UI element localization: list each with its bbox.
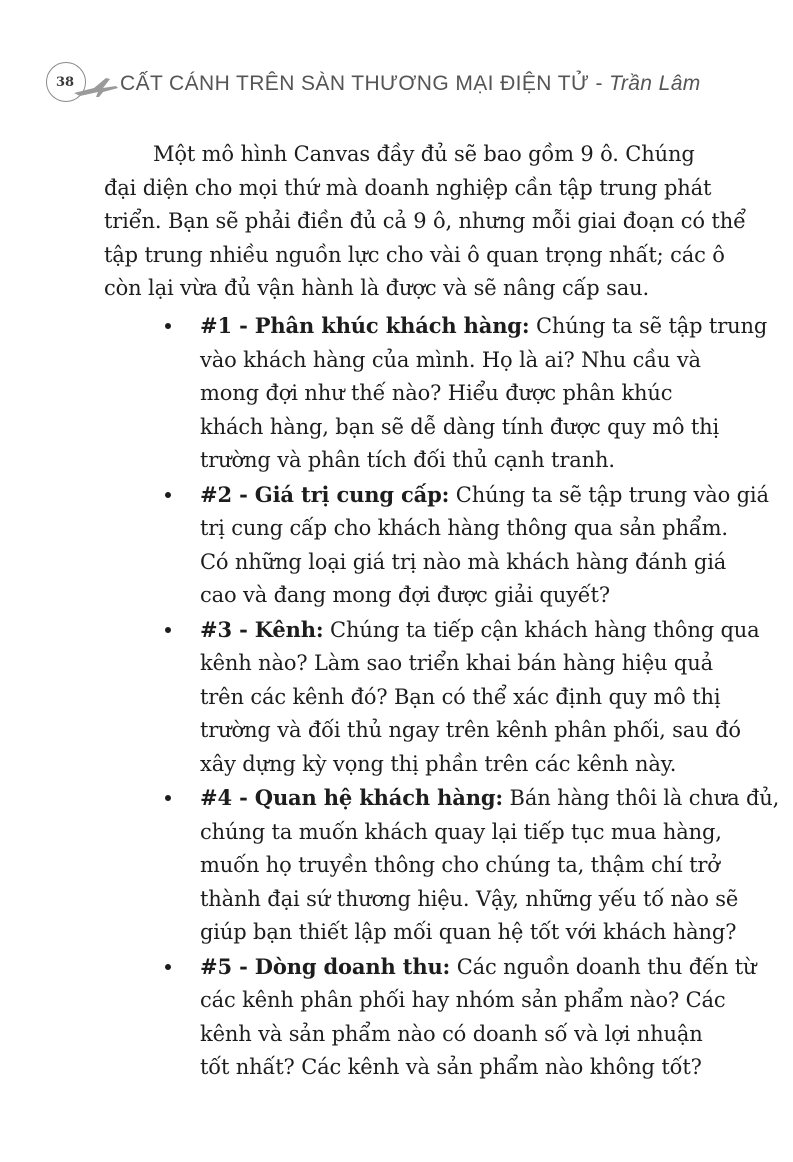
item-heading: #5 - Dòng doanh thu:	[200, 953, 451, 979]
item-text: Chúng ta sẽ tập trung	[529, 314, 768, 338]
item-line: giúp bạn thiết lập mối quan hệ tốt với khách hàng?	[200, 920, 737, 944]
item-line: tốt nhất? Các kênh và sản phẩm nào không tốt?	[200, 1055, 702, 1079]
item-text: Bán hàng thôi là chưa đủ,	[503, 786, 780, 810]
list-item	[150, 478, 769, 613]
airplane-icon	[72, 73, 120, 101]
item-line: kênh nào? Làm sao triển khai bán hàng hiệu quả	[200, 651, 713, 675]
item-line: trường và đối thủ ngay trên kênh phân phối, sau đó	[200, 718, 741, 742]
bullet-dot	[165, 795, 171, 801]
item-line: trên các kênh đó? Bạn có thể xác định quy mô thị	[200, 684, 721, 709]
item-line: khách hàng, bạn sẽ dễ dàng tính được quy mô thị	[200, 414, 720, 439]
bullet-dot	[165, 964, 171, 970]
bullet-dot	[165, 323, 171, 329]
first-line	[200, 950, 757, 985]
item-text: Các nguồn doanh thu đến từ	[450, 954, 757, 979]
page-number: 38	[56, 75, 75, 90]
intro-line: tập trung nhiều nguồn lực cho vài ô quan trọng nhất; các ô	[104, 242, 725, 267]
item-line: các kênh phân phối hay nhóm sản phẩm nào? Các	[200, 988, 726, 1012]
author-name: Trần Lâm	[609, 72, 701, 95]
item-line: muốn họ truyền thông cho chúng ta, thậm chí trở	[200, 853, 720, 877]
list-item	[150, 781, 780, 950]
item-heading: #1 - Phân khúc khách hàng:	[200, 313, 530, 338]
book-title: CẤT CÁNH TRÊN SÀN THƯƠNG MẠI ĐIỆN TỬ	[120, 72, 590, 95]
first-line	[200, 781, 780, 816]
item-line: trường và phân tích đối thủ cạnh tranh.	[200, 448, 615, 472]
list-item	[150, 309, 768, 478]
item-line: kênh và sản phẩm nào có doanh số và lợi nhuận	[200, 1021, 703, 1046]
intro-line: triển. Bạn sẽ phải điền đủ cả 9 ô, nhưng mỗi giai đoạn có thể	[104, 209, 746, 233]
item-heading: #2 - Giá trị cung cấp:	[200, 481, 450, 507]
intro-paragraph	[104, 138, 746, 306]
intro-line: còn lại vừa đủ vận hành là được và sẽ nâng cấp sau.	[104, 276, 649, 300]
item-line: mong đợi như thế nào? Hiểu được phân khúc	[200, 381, 673, 405]
item-heading: #3 - Kênh:	[200, 616, 324, 642]
intro-line: đại diện cho mọi thứ mà doanh nghiệp cần tập trung phát	[104, 175, 712, 200]
item-text: Chúng ta sẽ tập trung vào giá	[449, 482, 769, 507]
intro-line: Một mô hình Canvas đầy đủ sẽ bao gồm 9 ô. Chúng	[153, 142, 695, 166]
item-line: trị cung cấp cho khách hàng thông qua sản phẩm.	[200, 516, 728, 540]
first-line	[200, 309, 768, 344]
bullet-dot	[165, 627, 171, 633]
running-title	[120, 72, 701, 96]
item-heading: #4 - Quan hệ khách hàng:	[200, 785, 504, 810]
canvas-block-list	[150, 309, 780, 1085]
list-item	[150, 950, 757, 1085]
title-separator: -	[589, 72, 610, 95]
running-header	[46, 62, 746, 106]
item-line: vào khách hàng của mình. Họ là ai? Nhu cầu và	[200, 347, 701, 372]
item-line: cao và đang mong đợi được giải quyết?	[200, 583, 610, 607]
list-item	[150, 613, 760, 782]
item-text: Chúng ta tiếp cận khách hàng thông qua	[323, 617, 760, 642]
first-line	[200, 613, 760, 648]
item-line: chúng ta muốn khách quay lại tiếp tục mua hàng,	[200, 819, 722, 844]
bullet-dot	[165, 492, 171, 498]
item-line: Có những loại giá trị nào mà khách hàng đánh giá	[200, 549, 727, 574]
item-line: thành đại sứ thương hiệu. Vậy, những yếu tố nào sẽ	[200, 886, 739, 911]
item-line: xây dựng kỳ vọng thị phần trên các kênh này.	[200, 751, 677, 776]
first-line	[200, 478, 769, 513]
